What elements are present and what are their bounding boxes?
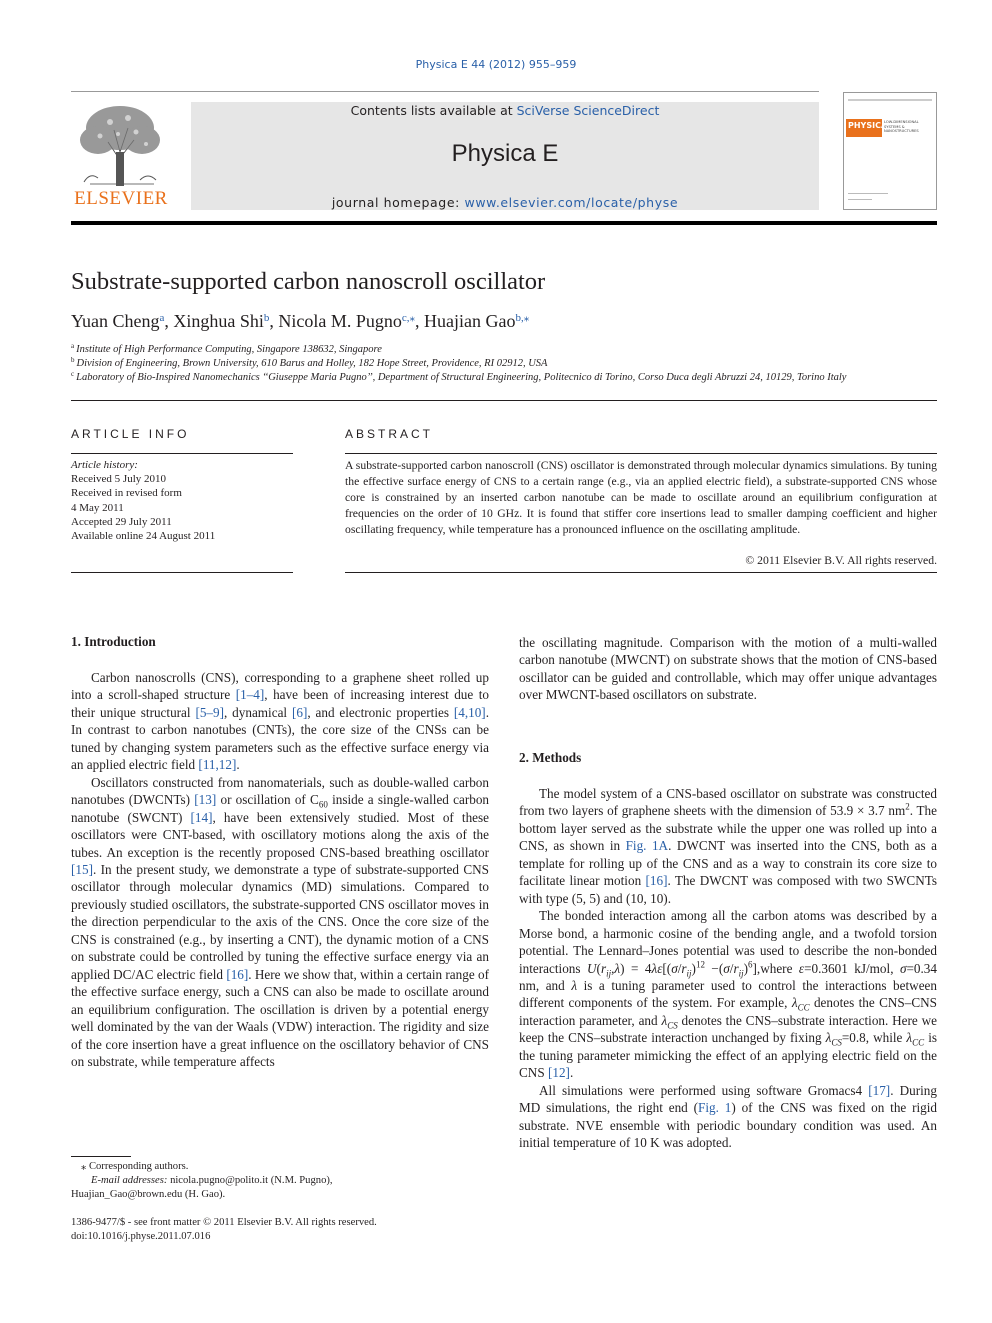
author-list: Yuan Cheng$^a$, Xinghua Shi$^b$, Nicola M. Pugno$^{c,⁎}$, Huajian Gao$^{b,⁎}$ — [71, 311, 530, 331]
methods-heading: 2. Methods — [519, 750, 582, 765]
contents-prefix: Contents lists available at — [350, 103, 517, 118]
footnotes — [71, 1160, 333, 1202]
author-affiliation-mark[interactable]: b,⁎ — [515, 312, 530, 324]
cover-subtitle: LOW-DIMENSIONAL SYSTEMS & NANOSTRUCTURES — [884, 120, 919, 133]
email-label: E-mail addresses: — [91, 1175, 168, 1186]
introduction-heading: 1. Introduction — [71, 634, 156, 649]
author-name: Yuan Cheng — [71, 311, 160, 331]
author-affiliation-mark[interactable]: a — [159, 312, 165, 324]
history-label: Article history: — [71, 459, 138, 471]
abstract-copyright: © 2011 Elsevier B.V. All rights reserved. — [745, 554, 937, 567]
abstract-heading: ABSTRACT — [345, 427, 434, 441]
author-affiliation-mark[interactable]: b — [263, 312, 270, 324]
paragraph: All simulations were performed using software Gromacs4 [17]. During MD simulations, the right end (Fig. 1) of the CNS was fixed on the rigid substrate. NVE ensemble with periodic boundary condition was used. An initial temperature of 10 K was adopted. — [519, 1082, 938, 1151]
elsevier-tree-icon — [70, 100, 172, 188]
sciencedirect-link[interactable]: SciVerse ScienceDirect — [516, 103, 660, 118]
paragraph: The bonded interaction among all the carbon atoms was described by a Morse bond, a harmonic cosine of the bending angle, and a twofold torsion potential. The Lennard–Jones potential was used to describe the non-bonded interactions $U(r_{ij},\lambda) = 4\lambda\varepsilon[(\sigma/r_{ij})^{12}$ $-(\sigma/r_{ij})^6],where$ ε=0.3601 kJ/mol, σ=0.34 nm, and λ is a tuning parameter used to control the interactions between different components of the system. For example, $\lambda_{CC}$ denotes the CNS–CNS interaction parameter, and $\lambda_{CS}$ denotes the CNS–substrate interaction. Here we keep the CNS–substrate interaction unchanged by fixing $\lambda_{CS}=0.8$, while $\lambda_{CC}$ is the tuning parameter mimicking the effect of an applying electric field on the CNS [12]. — [519, 908, 938, 1081]
author-name: Huajian Gao — [424, 311, 516, 331]
cover-title: PHYSICA — [848, 121, 888, 130]
abstract-bottom-rule — [345, 572, 937, 573]
history-entry: Received 5 July 2010 — [71, 473, 167, 486]
affiliation: $^b$ Division of Engineering, Brown University, 610 Barus and Holley, 182 Hope Street, Providence, RI 02912, USA — [71, 356, 548, 369]
author-name: Xinghua Shi — [173, 311, 264, 331]
paragraph: the oscillating magnitude. Comparison with the motion of a multi-walled carbon nanotube (MWCNT) on substrate shows that the motion of CNS-based oscillator can be guided and controllable, which may offer unique advantages over MWCNT-based oscillators on substrate. — [519, 635, 937, 703]
journal-name: Physica E — [451, 140, 559, 167]
cover-rule — [848, 99, 932, 101]
homepage-line — [191, 195, 819, 210]
paragraph: Carbon nanoscrolls (CNS), corresponding to a graphene sheet rolled up into a scroll-shaped structure [1–4], have been of increasing interest due to their unique structural [5–9], dynamical [6], and electronic properties [4,10]. In contrast to carbon nanotubes (CNTs), the core size of the CNSs can be tuned by changing system parameters such as the effective surface energy via an applied electric field [11,12]. — [71, 670, 489, 773]
email-link[interactable]: nicola.pugno@polito.it (N.M. Pugno), — [170, 1175, 333, 1186]
article-history — [71, 458, 215, 543]
homepage-prefix: journal homepage: — [331, 195, 465, 210]
header-top-rule — [71, 91, 819, 92]
history-entry: 4 May 2011 — [71, 501, 124, 514]
history-entry: Available online 24 August 2011 — [71, 530, 216, 543]
issn-doi-block — [71, 1216, 377, 1244]
history-entry: Received in revised form — [71, 487, 182, 500]
header-rule — [71, 221, 937, 225]
affiliation: $^a$ Institute of High Performance Computing, Singapore 138632, Singapore — [71, 342, 382, 355]
article-title: Substrate-supported carbon nanoscroll oscillator — [71, 268, 546, 295]
elsevier-logo — [70, 100, 172, 212]
homepage-link[interactable]: www.elsevier.com/locate/physe — [464, 195, 679, 210]
methods-body — [519, 785, 937, 1152]
footnote-rule — [71, 1156, 131, 1157]
issn-line: 1386-9477/$ - see front matter © 2011 Elsevier B.V. All rights reserved. — [71, 1217, 377, 1228]
author-affiliation-mark[interactable]: c,⁎ — [401, 312, 416, 324]
journal-citation[interactable]: Physica E 44 (2012) 955–959 — [415, 58, 577, 71]
introduction-body — [71, 669, 489, 1070]
article-info-heading: ARTICLE INFO — [71, 427, 190, 441]
cover-footer-line — [848, 193, 888, 194]
article-info-rule — [71, 453, 293, 454]
affiliation-rule — [71, 400, 937, 401]
abstract-rule — [345, 453, 937, 454]
article-info-bottom-rule — [71, 572, 293, 573]
author-name: Nicola M. Pugno — [278, 311, 402, 331]
cover-footer-line — [848, 199, 872, 200]
abstract-text: A substrate-supported carbon nanoscroll (CNS) oscillator is demonstrated through molecular dynamics simulations. By tuning the effective surface energy of CNS to a certain range (e.g., via an applied electric field), a substrate-supported CNS whose core is constrained by an inserted carbon nanotube can be made to oscillate around an equilibrium configuration at frequencies on the order of 10 GHz. It is found that stiffer core insertions lead to smaller damping coefficient and higher oscillating frequency, while temperature has a pronounced influence on the oscillating amplitude. — [345, 459, 937, 537]
email-link[interactable]: Huajian_Gao@brown.edu (H. Gao). — [71, 1189, 226, 1200]
contents-line — [191, 103, 819, 118]
paragraph: Oscillators constructed from nanomaterials, such as double-walled carbon nanotubes (DWCNTs) [13] or oscillation of $C_{60}$ inside a single-walled carbon nanotube (SWCNT) [14], have been extensively studied. Most of these oscillators were CNT-based, with oscillatory motions along the axis of the tubes. An exception is the recently proposed CNS-based breathing oscillator [15]. In the present study, we demonstrate a type of substrate-supported CNS oscillator through molecular dynamics (MD) simulations. Compared to previously studied oscillators, the substrate-supported CNS oscillator moves in the direction perpendicular to the axis of the CNS. Once the core size of the CNS is constrained (e.g., by inserting a CNT), the dynamic motion of a CNS on substrate could be controlled by tuning the effective surface energy via an applied DC/AC electric field [16]. Here we show that, within a certain range of the effective surface energy, such a CNS can also be made to oscillate around an equilibrium configuration. The oscillation is driven by a potential energy well dominated by the van der Waals (VDW) interaction. The rigidity and size of the core insertion have a great influence on the oscillatory behavior of CNS on substrate, while temperature affects — [71, 774, 490, 1069]
elsevier-wordmark: ELSEVIER — [74, 188, 168, 209]
affiliation: $^c$ Laboratory of Bio-Inspired Nanomechanics ‘‘Giuseppe Maria Pugno’’, Department of Structural Engineering, Politecnico di Torino, Corso Duca degli Abruzzi 24, 10129, Torino Italy — [71, 370, 847, 383]
email-line — [71, 1174, 333, 1188]
corresponding-note: ⁎ Corresponding authors. — [81, 1161, 189, 1172]
introduction-body-continued — [519, 634, 937, 704]
history-entry: Accepted 29 July 2011 — [71, 515, 172, 528]
doi-link[interactable]: doi:10.1016/j.physe.2011.07.016 — [71, 1231, 211, 1242]
journal-cover-thumbnail[interactable] — [843, 92, 937, 210]
paragraph: The model system of a CNS-based oscillator on substrate was constructed from two layers of graphene sheets with the dimension of 53.9 × 3.7 $nm^2$. The bottom layer served as the substrate while the upper one was rolled up into a CNS, as shown in Fig. 1A. DWCNT was inserted into the CNS, both as a template for rolling up of the CNS and as a way to constrain its core size to facilitate linear motion [16]. The DWCNT was composed with two SWCNTs with type (5, 5) and (10, 10). — [519, 786, 938, 906]
